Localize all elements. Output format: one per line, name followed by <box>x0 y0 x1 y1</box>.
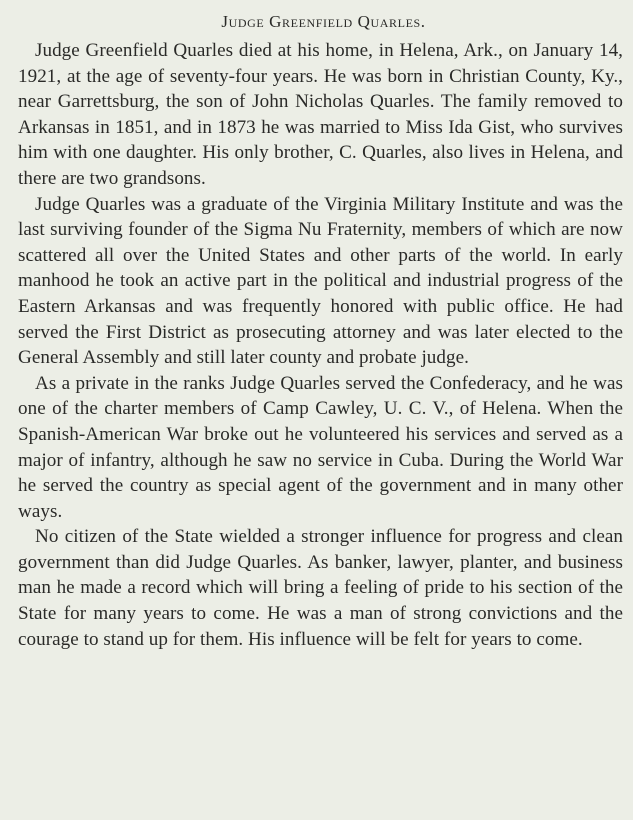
article-title: Judge Greenfield Quarles. <box>221 12 426 31</box>
paragraph-biography: Judge Greenfield Quarles died at his home, in Helena, Ark., on January 14, 1921, at the age of seventy-four years. He was born in Christian County, Ky., near Garrettsburg, the son of John Nicholas Quarles. The family removed to Arkansas in 1851, and in 1873 he was married to Miss Ida Gist, who survives him with one daughter. His only brother, C. Quarles, also lives in Helena, and there are two grandsons. <box>18 40 623 189</box>
paragraph-military-service: As a private in the ranks Judge Quarles served the Confederacy, and he was one of the charter members of Camp Cawley, U. C. V., of Helena. When the Spanish-American War broke out he volunteered his services and served as a major of infantry, although he saw no service in Cuba. During the World War he served the country as special agent of the government and in many other ways. <box>18 372 623 522</box>
paragraph-education-career: Judge Quarles was a graduate of the Virginia Military Institute and was the last surviving founder of the Sigma Nu Fraternity, members of which are now scattered all over the United States and other parts of the world. In early manhood he took an active part in the political and industrial progress of the Eastern Arkansas and was frequently honored with public office. He had served the First District as prosecuting attorney and was later elected to the General Assembly and still later county and probate judge. <box>18 193 623 369</box>
paragraph-legacy: No citizen of the State wielded a stronger influence for progress and clean government than did Judge Quarles. As banker, lawyer, planter, and business man he made a record which will bring a feeling of pride to his section of the State for many years to come. He was a man of strong convictions and the courage to stand up for them. His influence will be felt for years to come. <box>18 526 623 650</box>
